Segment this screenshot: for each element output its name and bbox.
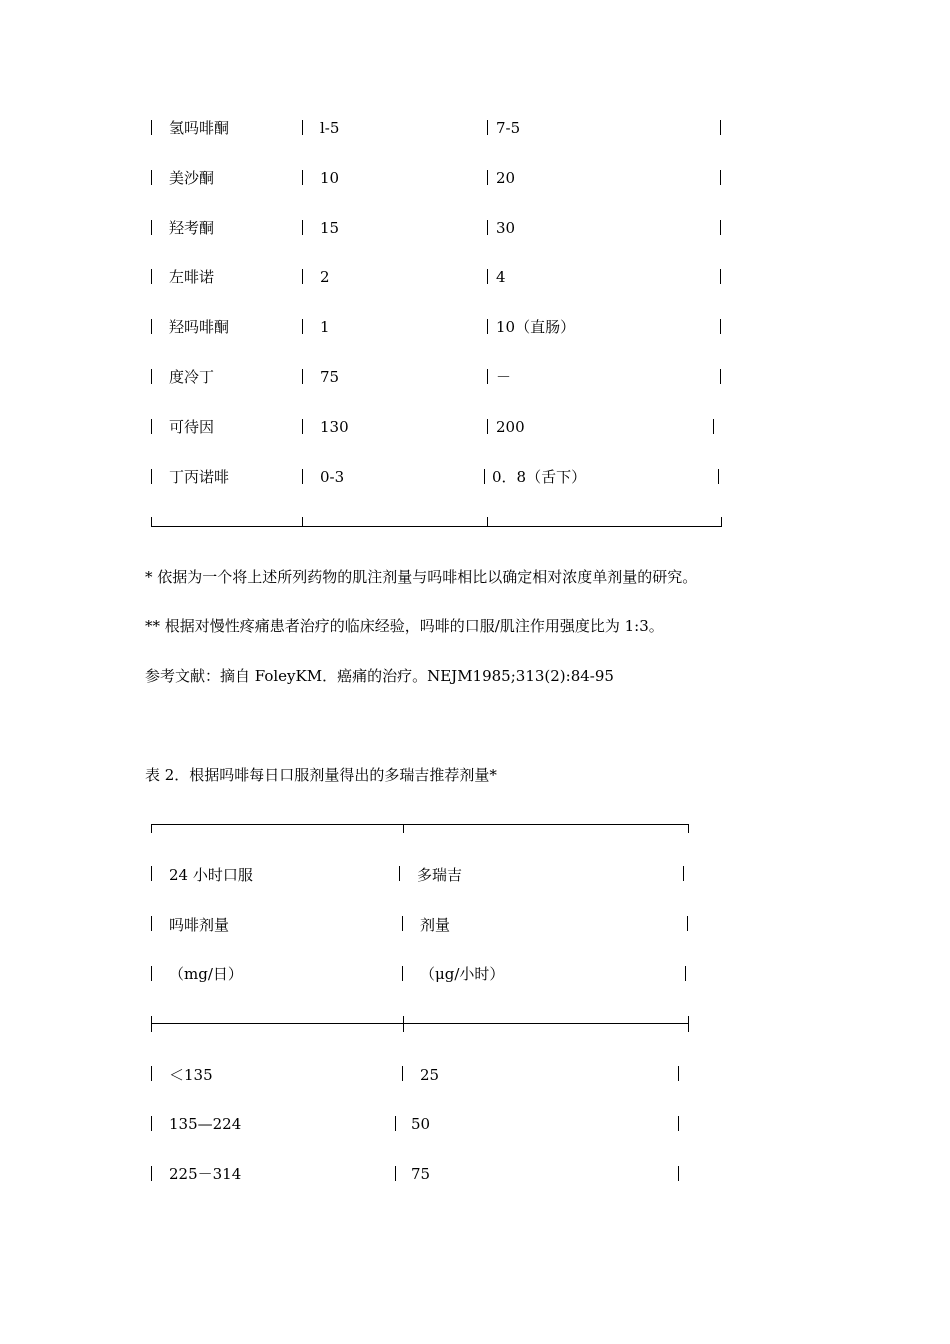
table-border <box>487 269 488 284</box>
table-border <box>151 170 152 185</box>
reference-note: 参考文献：摘自 FoleyKM．癌痛的治疗。NEJM1985;313(2):84-95 <box>145 667 614 685</box>
table-border <box>302 120 303 135</box>
oral-dose: 4 <box>496 268 506 286</box>
table-border <box>678 1066 679 1081</box>
table-border <box>683 866 684 881</box>
header-separator <box>151 1023 689 1024</box>
table-border <box>403 1016 404 1032</box>
drug-name: 可待因 <box>169 418 215 436</box>
table-border <box>487 369 488 384</box>
duragesic-dose: 75 <box>411 1165 431 1183</box>
drug-name: 丁丙诺啡 <box>169 468 230 486</box>
table-border <box>721 517 722 526</box>
table-border <box>151 824 152 833</box>
table-border <box>718 469 719 484</box>
oral-dose: 0．8（舌下） <box>492 468 587 486</box>
table-bottom-border <box>151 526 722 527</box>
table-border <box>484 469 485 484</box>
table-border <box>720 319 721 334</box>
table-border <box>402 916 403 931</box>
table-border <box>151 419 152 434</box>
table-border <box>302 469 303 484</box>
table-border <box>151 1116 152 1131</box>
table-border <box>688 824 689 833</box>
table-border <box>678 1116 679 1131</box>
header-duragesic-label: 多瑞吉 <box>417 866 463 884</box>
table-border <box>302 419 303 434</box>
table-border <box>487 319 488 334</box>
drug-name: 羟吗啡酮 <box>169 318 230 336</box>
table-border <box>395 1166 396 1181</box>
drug-name: 度冷丁 <box>169 368 215 386</box>
table-border <box>151 469 152 484</box>
oral-dose: 30 <box>496 219 516 237</box>
table-border <box>487 170 488 185</box>
table-border <box>302 269 303 284</box>
header-morphine-dose: 吗啡剂量 <box>169 916 230 934</box>
table-border <box>685 966 686 981</box>
im-dose: 10 <box>320 169 340 187</box>
table-border <box>688 1016 689 1032</box>
header-duragesic-dose: 剂量 <box>420 916 451 934</box>
table-border <box>687 916 688 931</box>
footnote-2: ** 根据对慢性疼痛患者治疗的临床经验，吗啡的口服/肌注作用强度比为 1:3。 <box>145 617 664 635</box>
morphine-range: ＜135 <box>169 1066 213 1084</box>
im-dose: 75 <box>320 368 340 386</box>
table-border <box>151 319 152 334</box>
morphine-range: 135—224 <box>169 1115 242 1133</box>
im-dose: 130 <box>320 418 349 436</box>
table-border <box>402 966 403 981</box>
table-border <box>720 170 721 185</box>
table-border <box>713 419 714 434</box>
footnote-1: * 依据为一个将上述所列药物的肌注剂量与吗啡相比以确定相对浓度单剂量的研究。 <box>145 568 698 586</box>
oral-dose: 7-5 <box>496 119 521 137</box>
table-border <box>151 369 152 384</box>
table-border <box>487 419 488 434</box>
table-border <box>151 916 152 931</box>
table-border <box>720 269 721 284</box>
table-border <box>151 269 152 284</box>
table-border <box>720 220 721 235</box>
im-dose: 2 <box>320 268 330 286</box>
table-border <box>487 220 488 235</box>
table-border <box>487 120 488 135</box>
table-caption: 表 2．根据吗啡每日口服剂量得出的多瑞吉推荐剂量* <box>145 766 497 784</box>
table-border <box>151 1166 152 1181</box>
drug-name: 美沙酮 <box>169 169 215 187</box>
duragesic-dose: 50 <box>411 1115 431 1133</box>
im-dose: l-5 <box>320 119 340 137</box>
table-border <box>151 120 152 135</box>
table-border <box>302 517 303 526</box>
table-border <box>302 369 303 384</box>
table-border <box>151 517 152 526</box>
table-border <box>151 966 152 981</box>
table-border <box>151 220 152 235</box>
im-dose: 15 <box>320 219 340 237</box>
table-border <box>403 824 404 833</box>
table-border <box>402 1066 403 1081</box>
table-border <box>487 517 488 526</box>
drug-name: 左啡诺 <box>169 268 215 286</box>
table-border <box>151 866 152 881</box>
oral-dose: 200 <box>496 418 525 436</box>
table-border <box>720 120 721 135</box>
header-duragesic-unit: （μg/小时） <box>420 965 505 983</box>
table-border <box>302 319 303 334</box>
header-morphine-label: 24 小时口服 <box>169 866 253 884</box>
duragesic-dose: 25 <box>420 1066 440 1084</box>
table-top-border <box>151 824 689 825</box>
table-border <box>399 866 400 881</box>
im-dose: 0-3 <box>320 468 345 486</box>
table-border <box>151 1066 152 1081</box>
im-dose: 1 <box>320 318 330 336</box>
morphine-range: 225－314 <box>169 1165 242 1183</box>
oral-dose: 20 <box>496 169 516 187</box>
header-morphine-unit: （mg/日） <box>169 965 243 983</box>
drug-name: 羟考酮 <box>169 219 215 237</box>
table-border <box>395 1116 396 1131</box>
drug-name: 氢吗啡酮 <box>169 119 230 137</box>
table-border <box>302 220 303 235</box>
oral-dose: 10（直肠） <box>496 318 576 336</box>
oral-dose: － <box>496 368 512 386</box>
table-border <box>302 170 303 185</box>
table-border <box>151 1016 152 1032</box>
table-border <box>678 1166 679 1181</box>
table-border <box>720 369 721 384</box>
